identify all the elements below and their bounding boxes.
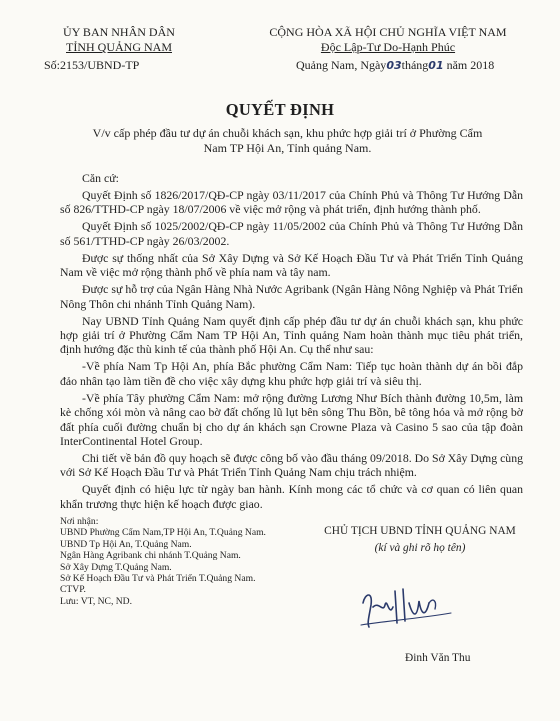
basis-paragraph-3: Được sự thống nhất của Sở Xây Dựng và Sở Kế Hoạch Đầu Tư và Phát Triển Tỉnh Quảng Nam về việc mở rộng thành phố về phía nam và tây nam. [60,250,523,280]
recipients-block [60,516,266,607]
date-day-handwritten: 03 [386,59,402,72]
handwritten-signature [355,583,475,631]
national-motto: Độc Lập-Tư Do-Hạnh Phúc [320,40,456,54]
document-body [60,171,523,514]
date-month-label: tháng [401,58,429,72]
issuing-province: TỈNH QUẢNG NAM [66,40,172,54]
west-direction-paragraph: -Về phía Tây phường Cẩm Nam: mở rộng đường Lương Như Bích thành đường 10,5m, làm kè chống xói mòn và nâng cao bờ đất chống lũ lụt bên sông Thu Bồn, bê tông hóa và mở rộng bờ đất phía cuối đường chuẩn bị cho dự án khách sạn Crowne Plaza và Casino 5 sao của tập đoàn InterContinental Hotel Group. [60,390,523,449]
recipient-item: Ngân Hàng Agribank chi nhánh T.Quảng Nam. [60,550,241,562]
recipient-item: UBND Phường Cẩm Nam,TP Hội An, T.Quảng Nam. [60,527,266,539]
document-number: Số:2153/UBND-TP [44,58,140,72]
decision-paragraph: Nay UBND Tỉnh Quảng Nam quyết định cấp phép đầu tư dự án chuỗi khách sạn, khu phức hợp giải trí ở Phường Cẩm Nam TP Hội An, Tỉnh quảng Nam hoàn thành mục tiêu phát triển, định hướng đặc thù kinh tế của thành phố Hội An. Cụ thể như sau: [60,313,523,357]
date-year: năm 2018 [446,58,495,72]
basis-paragraph-1: Quyết Định số 1826/2017/QĐ-CP ngày 03/11/2017 của Chính Phủ và Thông Tư Hướng Dẫn số 826/TTHD-CP ngày 18/07/2006 về việc mở rộng và phát triển, định hướng thành phố. [60,188,523,217]
basis-paragraph-4: Được sự hỗ trợ của Ngân Hàng Nhà Nước Agribank (Ngân Hàng Nông Nghiệp và Phát Triển Nông Thôn chi nhánh Tỉnh Quảng Nam). [60,282,523,311]
recipient-item: Sở Xây Dựng T.Quảng Nam. [60,561,172,573]
recipient-item: CTVP. [60,584,86,596]
signature-note: (kí và ghi rõ họ tên) [374,542,466,554]
document-title: QUYẾT ĐỊNH [225,100,335,119]
recipient-item: UBND Tp Hội An, T.Quảng Nam. [60,538,192,550]
date-month-handwritten: 01 [428,59,444,72]
south-direction-paragraph: -Về phía Nam Tp Hội An, phía Bắc phường Cẩm Nam: Tiếp tục hoàn thành dự án bồi đắp đảo nhân tạo làm tiền đề cho việc xây dựng khu phức hợp giải trí và siêu thị. [60,359,523,388]
recipient-item: Lưu: VT, NC, ND. [60,595,132,607]
document-subject: V/v cấp phép đầu tư dự án chuỗi khách sạn, khu phức hợp giải trí ở Phường Cẩm Nam TP Hội An, Tỉnh quảng Nam. [92,126,483,155]
signer-name: Đinh Văn Thu [405,652,471,664]
date-prefix: Quảng Nam, Ngày [296,58,387,72]
effect-paragraph: Quyết định có hiệu lực từ ngày ban hành. Kính mong các tổ chức và cơ quan có liên quan khẩn trương thực hiện kế hoạch được giao. [60,482,523,511]
recipient-item: Sở Kế Hoạch Đầu Tư và Phát Triển T.Quảng Nam. [60,573,256,585]
recipients-label: Nơi nhận: [60,516,99,527]
signer-position: CHỦ TỊCH UBND TỈNH QUẢNG NAM [324,525,516,537]
issue-date [296,58,494,73]
national-title: CỘNG HÒA XÃ HỘI CHỦ NGHĨA VIỆT NAM [269,25,507,39]
issuing-org: ỦY BAN NHÂN DÂN [63,25,175,39]
map-details-paragraph: Chi tiết về bản đồ quy hoạch sẽ được công bố vào đầu tháng 09/2018. Do Sở Xây Dựng cùng với Sở Kế Hoạch Đầu Tư và Phát Triển Tỉnh Quảng Nam chịu trách nhiệm. [60,451,523,480]
basis-paragraph-2: Quyết Định số 1025/2002/QĐ-CP ngày 11/05/2002 của Chính Phủ và Thông Tư Hướng Dẫn số 561/TTHD-CP ngày 26/03/2002. [60,219,523,248]
basis-label: Căn cứ: [82,171,119,185]
